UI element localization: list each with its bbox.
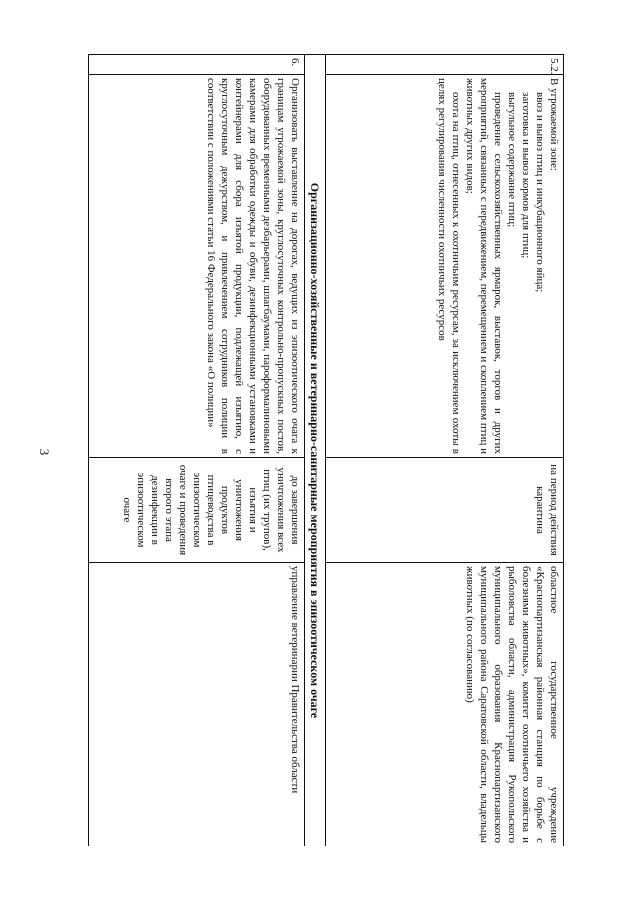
row-number: 5.2.: [326, 55, 564, 75]
page-number: 3: [37, 448, 52, 456]
measure-item: выгульное содержание птиц;: [506, 92, 518, 228]
row-number: 6.: [89, 55, 305, 75]
table-rotated-container: [88, 54, 564, 846]
measure-item: ввоз и вывоз птиц и инкубационного яйца;: [534, 92, 546, 293]
measures-table: [88, 54, 564, 846]
executors-cell: областное государственное учреждение «Краснопартизанская районная станция по борьбе с болезнями животных», комитет охотничьего хозяйства и рыболовства области, администрация Рукопольского муниципального образования Краснопартизанского муниципального района Саратовской области, владельцы животных (по согласованию): [326, 563, 564, 847]
table-row-5-2: [326, 55, 564, 847]
term-cell: на период действия карантина: [326, 458, 564, 563]
executors-cell: управление ветеринарии Правительства области: [89, 563, 305, 847]
measure-item: проведение сельскохозяйственных ярмарок, выставок, торгов и других мероприятий, связанных с передвижением, перемещением и скоплением птиц и животных других видов;: [464, 78, 504, 454]
measure-item: охота на птиц, отнесенных к охотничьим ресурсам, за исключением охоты в целях регулирования численности охотничьих ресурсов: [436, 78, 462, 454]
section-header: Организационно-хозяйственные и ветеринарно-санитарные мероприятия в эпизоотическом очаге: [305, 55, 326, 847]
section-header-row: [305, 55, 326, 847]
term-cell: до завершения уничтожения всех птиц (их трупов), изъятия и уничтожения продуктов птицеводства в эпизоотическом очаге и проведения второго этапа дезинфекции в эпизоотическом очаге: [89, 458, 305, 563]
measure-item: заготовка и вывоз кормов для птиц;: [520, 92, 532, 259]
measures-cell: [326, 75, 564, 458]
rotated-table-area: [88, 54, 564, 846]
table-row-6: [89, 55, 305, 847]
measures-cell: Организовать выставление на дорогах, ведущих из эпизоотического очага к границам угрожаемой зоны, круглосуточных контрольно-пропускных постов, оборудованных временными дезбарьерами, шлагбаумами, пароформалиновыми камерами для обработки одежды и обуви, дезинфекционными установками и контейнерами для сбора изъятой продукции, подлежащей изъятию, с круглосуточным дежурством, и привлечением сотрудников полиции в соответствии с положениями статьи 16 Федерального закона «О полиции»: [89, 75, 305, 458]
measures-heading: В угрожаемой зоне:: [548, 78, 560, 171]
